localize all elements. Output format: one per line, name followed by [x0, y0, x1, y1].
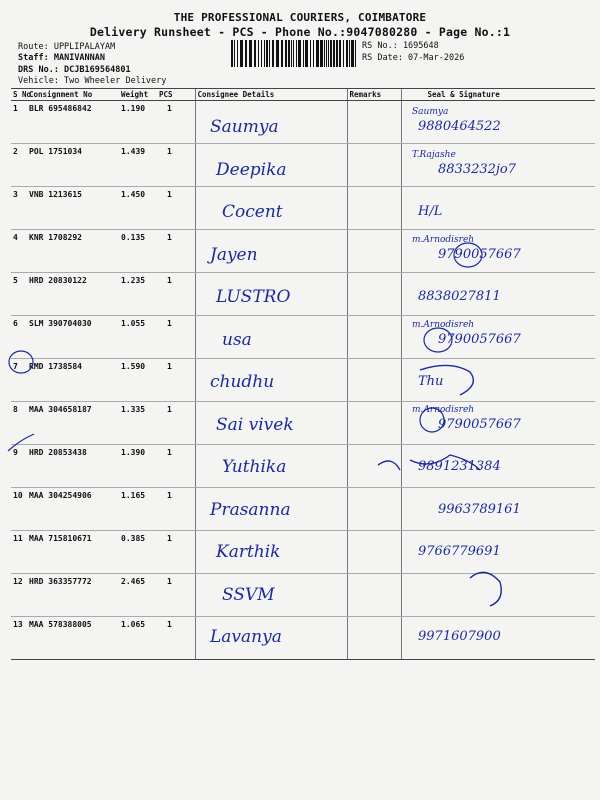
row-consignment-no: BLR 695486842	[27, 101, 119, 144]
signature-scribble-row-9	[378, 455, 480, 470]
signature-handwriting: 9963789161	[438, 501, 521, 517]
row-sno: 11	[11, 531, 27, 574]
runsheet-subtitle: Delivery Runsheet - PCS - Phone No.:9047080280 - Page No.:1	[89, 25, 511, 39]
row-weight: 2.465	[119, 574, 157, 617]
row-pcs: 1	[157, 617, 195, 660]
row-weight: 1.055	[119, 316, 157, 359]
signature-handwriting: 9971607900	[418, 629, 501, 644]
row-consignment-no: HRD 20830122	[27, 273, 119, 316]
consignee-handwriting: Sai vivek	[216, 414, 294, 435]
row-consignment-no: KNR 1708292	[27, 230, 119, 273]
signature-note: m.Arnodisreh	[412, 234, 475, 245]
signature-handwriting: H/L	[418, 204, 443, 219]
tick-mark-row-9	[8, 434, 34, 451]
stamp-circle-row-6	[424, 328, 452, 352]
row-sno: 5	[11, 273, 27, 316]
signature-handwriting: 9790057667	[438, 331, 521, 347]
signature-note: m.Arnodisreh	[412, 404, 475, 415]
row-weight: 1.235	[119, 273, 157, 316]
row-weight: 1.335	[119, 402, 157, 445]
row-consignment-no: SLM 390704030	[27, 316, 119, 359]
staff-name: MANIVANNAN	[53, 53, 106, 63]
rs-date: RS Date: 07-Mar-2026	[362, 53, 465, 63]
company-title: THE PROFESSIONAL COURIERS, COIMBATORE	[173, 11, 427, 24]
row-weight: 1.439	[119, 144, 157, 187]
vehicle-label: Vehicle: Two Wheeler Delivery	[18, 76, 167, 86]
col-remarks: Remarks	[347, 89, 401, 101]
consignee-handwriting: usa	[222, 329, 252, 350]
row-weight: 0.135	[119, 230, 157, 273]
row-pcs: 1	[157, 402, 195, 445]
col-seal-signature: Seal & Signature	[401, 89, 595, 101]
row-weight: 1.190	[119, 101, 157, 144]
consignee-handwriting: Saumya	[210, 117, 279, 137]
row-consignment-no: RMD 1738584	[27, 359, 119, 402]
col-consignee: Consignee Details	[195, 89, 347, 101]
row-sno: 4	[11, 230, 27, 273]
row-sno: 8	[11, 402, 27, 445]
row-consignment-no: POL 1751034	[27, 144, 119, 187]
row-pcs: 1	[157, 144, 195, 187]
row-pcs: 1	[157, 187, 195, 230]
signature-handwriting: 9790057667	[438, 416, 521, 432]
row-pcs: 1	[157, 488, 195, 531]
circle-mark-row-7	[9, 351, 33, 373]
row-pcs: 1	[157, 316, 195, 359]
consignee-handwriting: Yuthika	[222, 457, 287, 477]
row-weight: 0.385	[119, 531, 157, 574]
rs-number: RS No.: 1695648	[362, 41, 439, 51]
row-consignment-no: HRD 20853438	[27, 445, 119, 488]
row-weight: 1.065	[119, 617, 157, 660]
row-weight: 1.590	[119, 359, 157, 402]
row-sno: 6	[11, 316, 27, 359]
row-sno: 2	[11, 144, 27, 187]
row-consignment-no: MAA 715810671	[27, 531, 119, 574]
row-consignment-no: MAA 304254906	[27, 488, 119, 531]
signature-handwriting: Thu	[418, 374, 444, 389]
row-sno: 7	[11, 359, 27, 402]
row-pcs: 1	[157, 101, 195, 144]
row-consignment-no: HRD 363357772	[27, 574, 119, 617]
row-sno: 12	[11, 574, 27, 617]
row-sno: 9	[11, 445, 27, 488]
row-weight: 1.390	[119, 445, 157, 488]
drs-number: DRS No.: DCJB169564801	[18, 65, 131, 75]
staff-label: Staff:	[18, 53, 49, 63]
consignee-handwriting: Prasanna	[210, 499, 291, 520]
stamp-circle-row-4	[454, 243, 482, 267]
row-pcs: 1	[157, 273, 195, 316]
row-sno: 10	[11, 488, 27, 531]
consignee-handwriting: Lavanya	[210, 627, 282, 647]
signature-handwriting: 8833232jo7	[438, 161, 517, 177]
col-consignment: Consignment No	[27, 89, 119, 101]
row-weight: 1.165	[119, 488, 157, 531]
signature-scribble-row-7	[420, 365, 473, 395]
consignee-handwriting: SSVM	[222, 584, 275, 605]
signature-handwriting: 9891231384	[418, 459, 501, 474]
signature-note: m.Arnodisreh	[412, 319, 475, 330]
row-pcs: 1	[157, 359, 195, 402]
row-consignment-no: MAA 304658187	[27, 402, 119, 445]
row-pcs: 1	[157, 230, 195, 273]
row-consignment-no: MAA 578388005	[27, 617, 119, 660]
consignee-handwriting: chudhu	[210, 372, 275, 392]
row-pcs: 1	[157, 574, 195, 617]
row-sno: 13	[11, 617, 27, 660]
signature-note: Saumya	[412, 107, 449, 117]
stamp-circle-row-8	[420, 408, 444, 432]
consignee-handwriting: Jayen	[210, 244, 258, 265]
signature-handwriting: 9880464522	[418, 119, 501, 134]
row-sno: 1	[11, 101, 27, 144]
consignee-handwriting: Deepika	[216, 159, 287, 180]
consignee-handwriting: Cocent	[222, 202, 283, 222]
col-weight: Weight	[119, 89, 157, 101]
signature-handwriting: 9790057667	[438, 246, 521, 262]
row-weight: 1.450	[119, 187, 157, 230]
col-pcs: PCS	[157, 89, 195, 101]
signature-scribble-row-12	[470, 572, 501, 606]
row-pcs: 1	[157, 531, 195, 574]
signature-note: T.Rajashe	[412, 149, 456, 160]
signature-handwriting: 8838027811	[418, 289, 501, 304]
row-sno: 3	[11, 187, 27, 230]
col-sno: S No	[13, 90, 32, 99]
consignee-handwriting: Karthik	[216, 542, 281, 562]
route-label: Route: UPPLIPALAYAM	[18, 42, 116, 52]
row-consignment-no: VNB 1213615	[27, 187, 119, 230]
row-pcs: 1	[157, 445, 195, 488]
consignee-handwriting: LUSTRO	[216, 287, 291, 307]
signature-handwriting: 9766779691	[418, 544, 501, 559]
